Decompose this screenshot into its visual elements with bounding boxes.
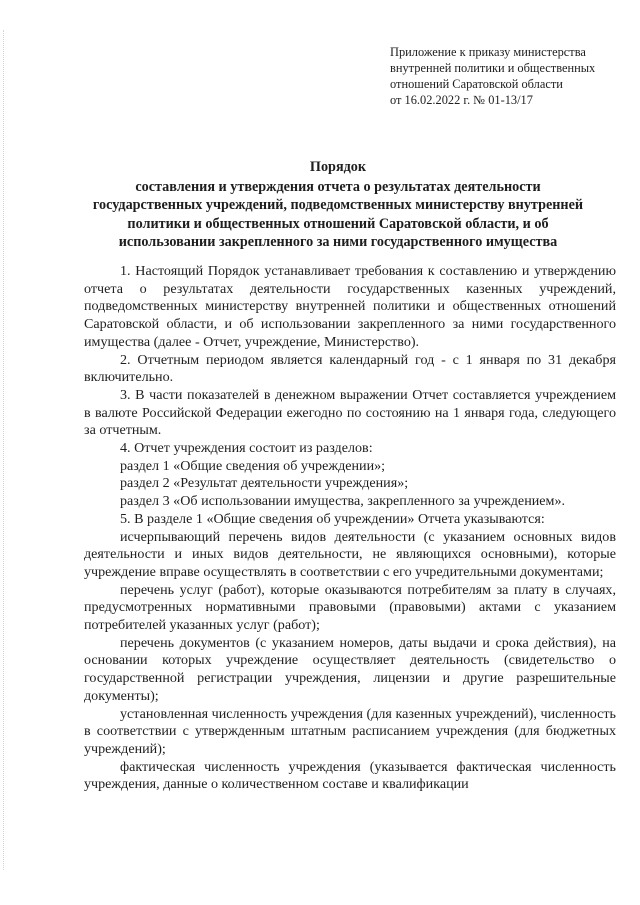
appendix-line: от 16.02.2022 г. № 01-13/17	[390, 93, 533, 107]
appendix-header	[390, 44, 630, 108]
sub-item-staff-established: установленная численность учреждения (для казенных учреждений), численность в соответствии с утвержденным штатным расписанием учреждения (для бюджетных учреждений);	[84, 705, 616, 757]
paragraph-5: 5. В разделе 1 «Общие сведения об учреждении» Отчета указываются:	[120, 510, 545, 527]
title-line: использовании закрепленного за ними государственного имущества	[118, 233, 558, 250]
sub-item-services: перечень услуг (работ), которые оказываются потребителям за плату в случаях, предусмотренных нормативными правовыми (правовыми) актами с указанием потребителей указанных услуг (работ);	[84, 581, 616, 634]
document-title	[60, 158, 616, 251]
paragraph-4: 4. Отчет учреждения состоит из разделов:	[120, 440, 373, 457]
title-line: составления и утверждения отчета о результатах деятельности	[135, 179, 541, 196]
section-item-1: раздел 1 «Общие сведения об учреждении»;	[120, 457, 386, 474]
section-item-3: раздел 3 «Об использовании имущества, закрепленного за учреждением».	[120, 493, 566, 510]
paragraph-2: 2. Отчетным периодом является календарный год - с 1 января по 31 декабря включительно.	[84, 351, 616, 386]
document-body	[84, 263, 616, 794]
sub-item-activities: исчерпывающий перечень видов деятельности (с указанием основных видов деятельности и иных видов деятельности, не являющихся основными), которые учреждение вправе осуществлять в соответствии с его учредительными документами;	[84, 528, 616, 580]
scan-margin-marks	[3, 30, 10, 870]
sub-item-staff-actual: фактическая численность учреждения (указывается фактическая численность учреждения, данные о количественном составе и квалификации	[84, 758, 616, 793]
appendix-line: отношений Саратовской области	[390, 77, 563, 91]
appendix-line: Приложение к приказу министерства	[390, 45, 586, 59]
appendix-line: внутренней политики и общественных	[390, 61, 596, 75]
title-main: Порядок	[309, 159, 367, 175]
section-item-2: раздел 2 «Результат деятельности учреждения»;	[120, 475, 409, 492]
sub-item-documents: перечень документов (с указанием номеров, даты выдачи и срока действия), на основании которых учреждение осуществляет деятельность (свидетельство о государственной регистрации учреждения, лицензии и другие разрешительные документы);	[84, 634, 616, 704]
title-line: политики и общественных отношений Саратовской области, и об	[127, 215, 549, 232]
paragraph-3: 3. В части показателей в денежном выражении Отчет составляется учреждением в валюте Российской Федерации ежегодно по состоянию на 1 января года, следующего за отчетным.	[84, 386, 616, 439]
paragraph-1: 1. Настоящий Порядок устанавливает требования к составлению и утверждению отчета о результатах деятельности государственных казенных учреждений, подведомственных министерству внутренней политики и общественных отношений Саратовской области, и об использовании закрепленного за ними государственного имущества (далее - Отчет, учреждение, Министерство).	[84, 263, 616, 350]
title-line: государственных учреждений, подведомственных министерству внутренней	[92, 197, 584, 214]
